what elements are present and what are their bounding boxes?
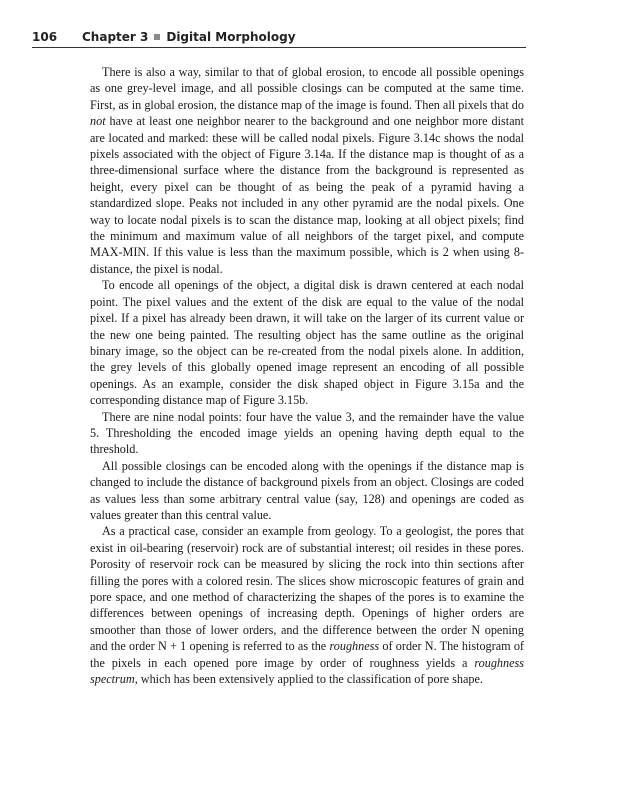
body-text <box>90 64 524 687</box>
separator-square-icon <box>154 34 160 40</box>
chapter-label: Chapter 3 <box>82 30 149 44</box>
paragraph-closings: All possible closings can be encoded along with the openings if the distance map is changed to include the distance of background pixels from an object. Closings are coded as values less than some arbitrary central value (say, 128) and openings are coded as values greater than this central value. <box>90 458 524 522</box>
paragraph-text: of order N. The histogram of the pixels in each opened pore image by order of roughness yields a <box>90 639 524 670</box>
paragraph-nodal-pixels <box>90 64 524 277</box>
emphasis-roughness: roughness <box>329 639 380 654</box>
page-number: 106 <box>32 30 58 44</box>
running-head <box>32 29 526 48</box>
paragraph-text: There is also a way, similar to that of global erosion, to encode all possible openings as one grey-level image, and all possible closings can be computed at the same time. First, as in global erosion, the distance map of the image is found. Then all pixels that do <box>90 65 524 112</box>
emphasis-not: not <box>90 114 106 129</box>
paragraph-nine-nodal-points: There are nine nodal points: four have the value 3, and the remainder have the value 5. Thresholding the encoded image yields an opening having depth equal to the threshold. <box>90 409 524 457</box>
chapter-title: Digital Morphology <box>166 30 296 44</box>
paragraph-geology-example <box>90 523 524 687</box>
paragraph-encode-openings: To encode all openings of the object, a digital disk is drawn centered at each nodal point. The pixel values and the extent of the disk are equal to the value of the nodal pixel. If a pixel has already been drawn, it will take on the larger of its current value or the new one being painted. The resulting object has the same outline as the original binary image, so the object can be re-created from the nodal pixels alone. In addition, the grey levels of this globally opened image represent an encoding of all possible openings. As an example, consider the disk shaped object in Figure 3.15a and the corresponding distance map of Figure 3.15b. <box>90 278 524 408</box>
paragraph-text: As a practical case, consider an example from geology. To a geologist, the pores that exist in oil-bearing (reservoir) rock are of substantial interest; oil resides in these pores. Porosity of reservoir rock can be measured by slicing the rock into thin sections after filling the pores with a colored resin. The slices show microscopic features of grain and pore space, and one method of characterizing the shapes of the pores is to examine the differences between openings of increasing depth. Openings of higher orders are smoother than those of lower orders, and the difference between the order N opening and the order N + 1 opening is referred to as the <box>90 524 524 654</box>
paragraph-text: have at least one neighbor nearer to the background and one neighbor more distant are located and marked: these will be called nodal pixels. Figure 3.14c shows the nodal pixels associated with the object of Figure 3.14a. If the distance map is thought of as a three-dimensional surface where the distance from the background is represented as height, every pixel can be thought of as being the peak of a pyramid having a standardized slope. Peaks not included in any other pyramid are the nodal pixels. One way to locate nodal pixels is to scan the distance map, looking at all object pixels; find the minimum and maximum value of all neighbors of the target pixel, and compute MAX-MIN. If this value is less than the maximum possible, which is 2 when using 8-distance, the pixel is nodal. <box>90 114 524 276</box>
emphasis-roughness-spectrum: roughness spectrum <box>90 655 524 687</box>
paragraph-text: , which has been extensively applied to the classification of pore shape. <box>134 672 483 687</box>
